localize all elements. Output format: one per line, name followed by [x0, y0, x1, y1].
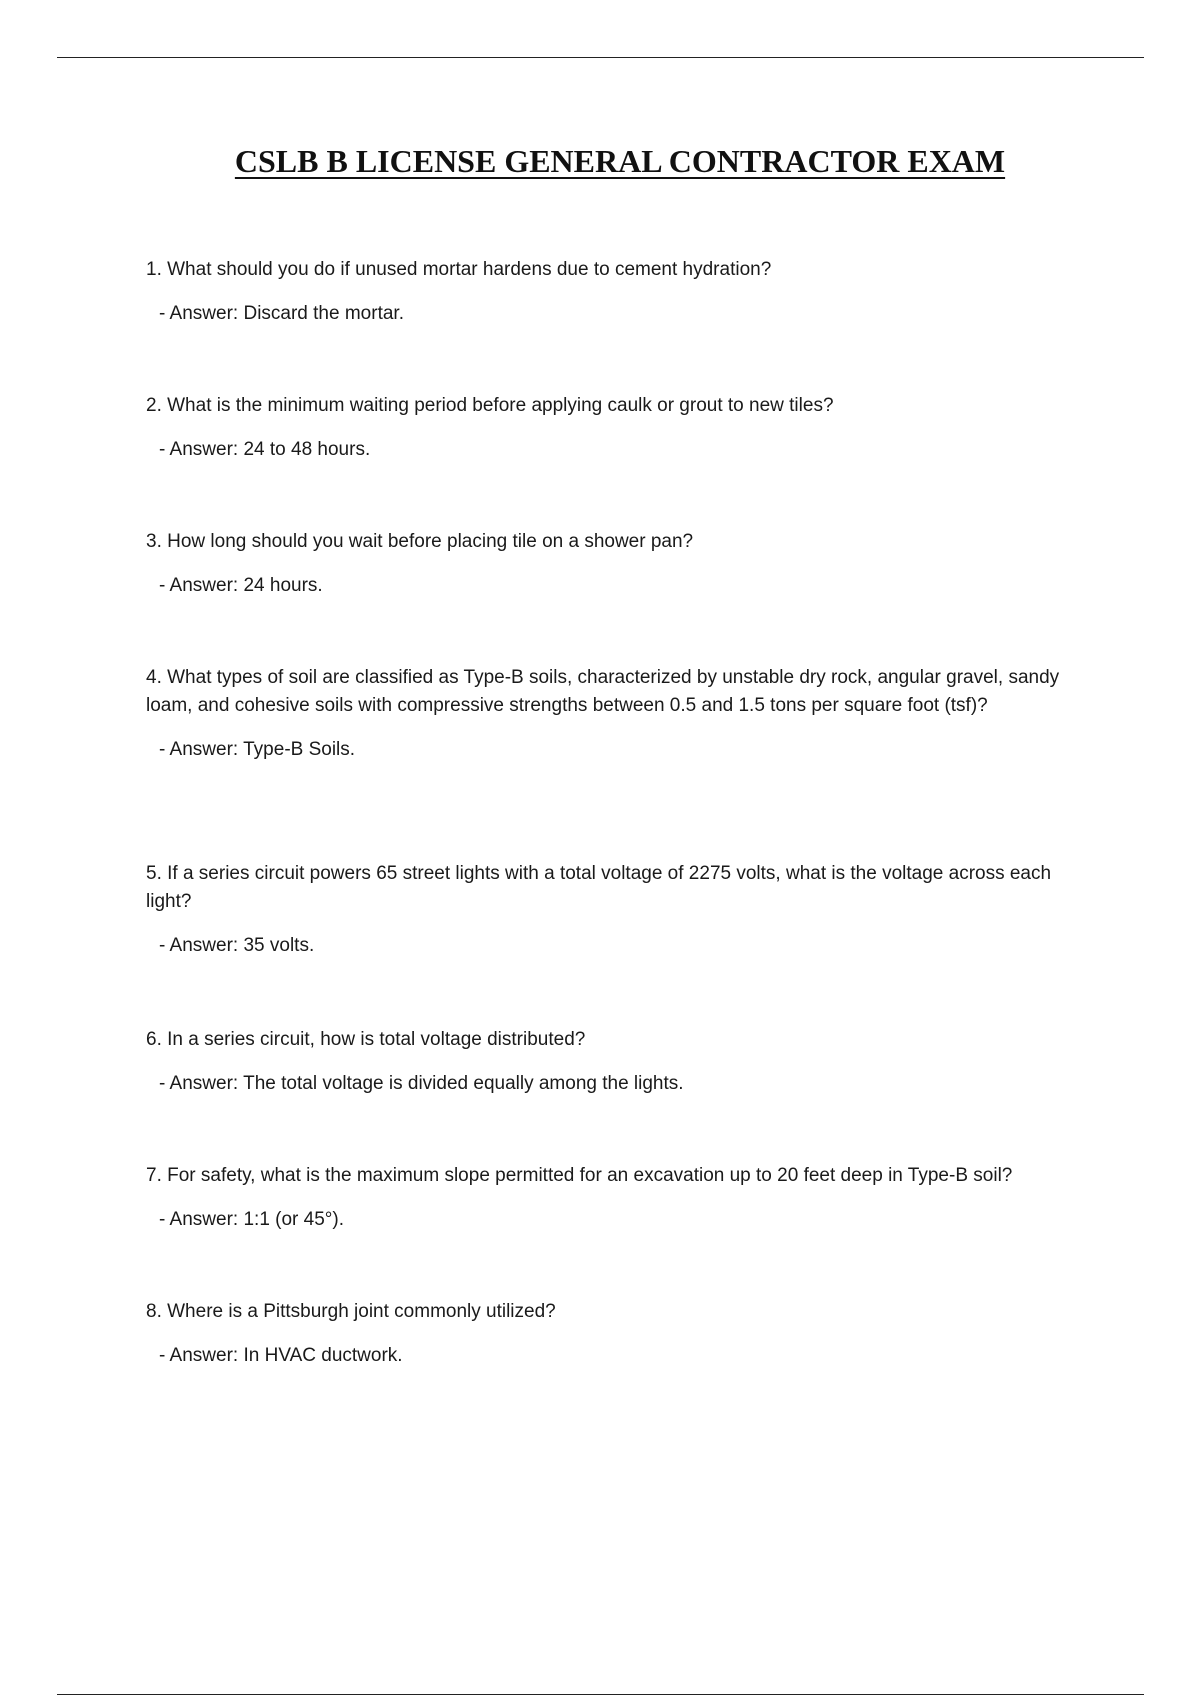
- question-text: 8. Where is a Pittsburgh joint commonly utilized?: [146, 1301, 556, 1322]
- answer-text: - Answer: The total voltage is divided equally among the lights.: [159, 1073, 684, 1094]
- answer-text: - Answer: Type-B Soils.: [159, 739, 356, 760]
- qa-item-6: [146, 1026, 1086, 1098]
- question-text: 3. How long should you wait before placing tile on a shower pan?: [146, 531, 694, 552]
- qa-item-2: [146, 392, 1086, 464]
- page-title: CSLB B LICENSE GENERAL CONTRACTOR EXAM: [234, 143, 1006, 179]
- answer-text: - Answer: 35 volts.: [159, 935, 315, 956]
- answer-text: - Answer: 1:1 (or 45°).: [159, 1209, 344, 1230]
- qa-item-5: [146, 860, 1086, 960]
- qa-item-4: [146, 664, 1086, 764]
- qa-item-3: [146, 528, 1086, 600]
- question-text: 5. If a series circuit powers 65 street lights with a total voltage of 2275 volts, what is the voltage across each light?: [146, 863, 1052, 912]
- question-text: 6. In a series circuit, how is total voltage distributed?: [146, 1029, 586, 1050]
- qa-item-8: [146, 1298, 1086, 1370]
- top-rule: [57, 57, 1144, 58]
- question-text: 1. What should you do if unused mortar hardens due to cement hydration?: [146, 259, 772, 280]
- answer-text: - Answer: 24 to 48 hours.: [159, 439, 371, 460]
- answer-text: - Answer: 24 hours.: [159, 575, 323, 596]
- answer-text: - Answer: Discard the mortar.: [159, 303, 404, 324]
- qa-item-7: [146, 1162, 1086, 1234]
- bottom-rule: [57, 1694, 1144, 1695]
- question-text: 4. What types of soil are classified as Type-B soils, characterized by unstable dry rock, angular gravel, sandy loam, and cohesive soils with compressive strengths between 0.5 and 1.5 tons per square foot (tsf)?: [146, 667, 1060, 716]
- qa-item-1: [146, 256, 1086, 328]
- question-text: 7. For safety, what is the maximum slope permitted for an excavation up to 20 feet deep in Type-B soil?: [146, 1165, 1013, 1186]
- question-text: 2. What is the minimum waiting period before applying caulk or grout to new tiles?: [146, 395, 834, 416]
- answer-text: - Answer: In HVAC ductwork.: [159, 1345, 403, 1366]
